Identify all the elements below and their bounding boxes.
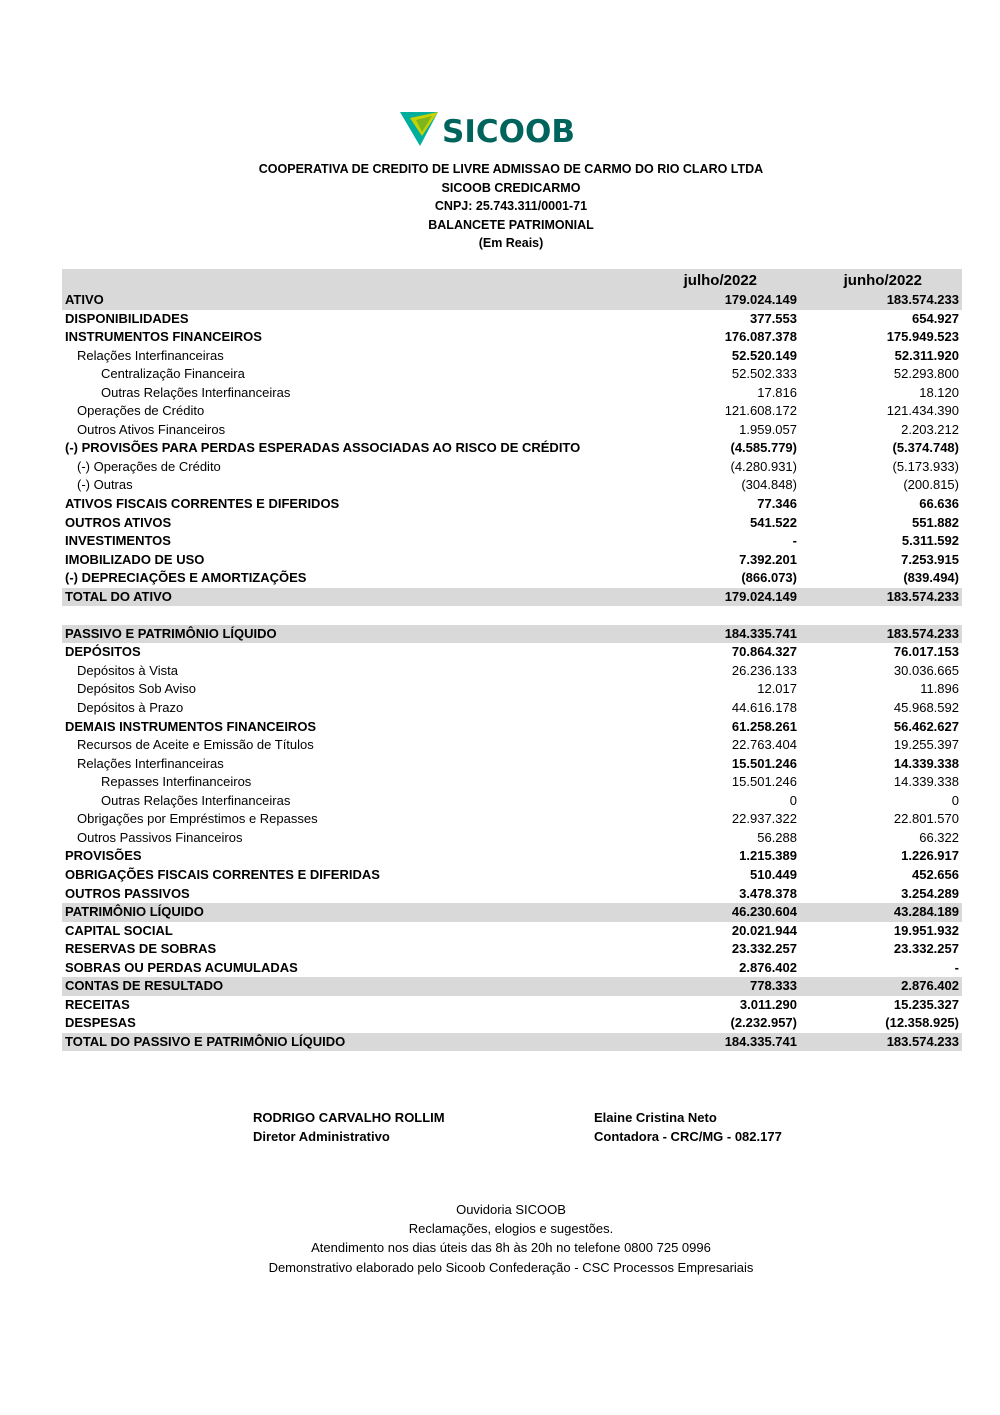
row-value-julho: 22.937.322: [731, 811, 797, 827]
row-value-julho: 15.501.246: [731, 755, 797, 771]
row-label: CONTAS DE RESULTADO: [65, 978, 224, 994]
signature-right: [594, 1108, 782, 1146]
row-value-junho: -: [954, 959, 959, 975]
row-value-julho: 44.616.178: [731, 700, 797, 716]
table-row: [62, 625, 962, 644]
row-value-julho: 121.608.172: [724, 403, 797, 419]
row-value-julho: 176.087.378: [724, 329, 797, 345]
row-label: Outras Relações Interfinanceiras: [101, 792, 291, 808]
row-label: (-) PROVISÕES PARA PERDAS ESPERADAS ASSOCIADAS AO RISCO DE CRÉDITO: [65, 440, 581, 456]
table-row: [62, 514, 962, 533]
table-row: [62, 736, 962, 755]
row-label: RECEITAS: [65, 996, 130, 1012]
row-value-julho: (304.848): [741, 477, 797, 493]
table-row: [62, 829, 962, 848]
row-label: DISPONIBILIDADES: [65, 310, 189, 326]
row-label: DEPÓSITOS: [65, 644, 141, 660]
row-label: Recursos de Aceite e Emissão de Títulos: [77, 737, 314, 753]
table-row: [62, 922, 962, 941]
document-footer: [0, 1200, 1000, 1277]
company-short-name: SICOOB CREDICARMO: [441, 180, 581, 195]
company-name: COOPERATIVA DE CREDITO DE LIVRE ADMISSAO DE CARMO DO RIO CLARO LTDA: [258, 162, 764, 176]
row-value-junho: 66.636: [919, 496, 959, 512]
row-value-junho: 52.293.800: [893, 366, 959, 382]
row-value-julho: 1.215.389: [739, 848, 797, 864]
row-label: OUTROS ATIVOS: [65, 514, 172, 530]
row-value-julho: 541.522: [750, 514, 797, 530]
row-value-junho: 175.949.523: [886, 329, 959, 345]
row-label: INSTRUMENTOS FINANCEIROS: [65, 329, 262, 345]
row-value-junho: 183.574.233: [886, 292, 959, 307]
company-cnpj: CNPJ: 25.743.311/0001-71: [434, 199, 588, 214]
row-value-junho: 19.951.932: [893, 922, 959, 938]
row-value-junho: 11.896: [920, 681, 959, 697]
row-value-junho: 14.339.338: [893, 755, 959, 771]
row-value-julho: -: [792, 533, 797, 549]
sicoob-logo: [398, 108, 588, 152]
row-value-julho: 377.553: [750, 310, 797, 326]
row-label: Repasses Interfinanceiros: [101, 774, 252, 790]
row-value-julho: 179.024.149: [724, 292, 797, 307]
row-value-junho: (5.374.748): [892, 440, 959, 456]
row-label: (-) Outras: [77, 477, 133, 493]
table-row: [62, 866, 962, 885]
row-label: Relações Interfinanceiras: [77, 755, 224, 771]
row-value-julho: 26.236.133: [731, 662, 797, 678]
row-value-julho: 184.335.741: [724, 1033, 797, 1049]
table-row: [62, 1014, 962, 1033]
row-value-junho: 15.235.327: [893, 996, 959, 1012]
footer-hours-phone: Atendimento nos dias úteis das 8h às 20h no telefone 0800 725 0996: [311, 1240, 711, 1256]
table-row: [62, 699, 962, 718]
table-row: [62, 718, 962, 737]
row-value-julho: 12.017: [757, 681, 797, 697]
row-label: (-) Operações de Crédito: [77, 458, 221, 474]
row-label: OUTROS PASSIVOS: [65, 885, 190, 901]
row-value-julho: 510.449: [750, 866, 797, 882]
row-label: Centralização Financeira: [101, 366, 245, 382]
row-value-julho: 23.332.257: [731, 941, 797, 957]
table-row: [62, 847, 962, 866]
table-row: [62, 643, 962, 662]
row-label: RESERVAS DE SOBRAS: [65, 941, 217, 957]
row-value-junho: 2.876.402: [901, 978, 959, 994]
row-value-junho: 654.927: [912, 310, 959, 326]
row-label: IMOBILIZADO DE USO: [65, 551, 205, 567]
row-value-junho: 7.253.915: [901, 551, 959, 567]
row-label: Relações Interfinanceiras: [77, 347, 224, 363]
table-row: [62, 476, 962, 495]
row-label: Depósitos à Vista: [77, 662, 178, 678]
row-value-junho: 121.434.390: [886, 403, 959, 419]
row-value-julho: 15.501.246: [731, 774, 797, 790]
table-row: [62, 495, 962, 514]
row-label: OBRIGAÇÕES FISCAIS CORRENTES E DIFERIDAS: [65, 866, 380, 882]
table-row: [62, 384, 962, 403]
table-row: [62, 532, 962, 551]
row-value-junho: 452.656: [912, 866, 959, 882]
row-value-junho: 19.255.397: [893, 737, 959, 753]
table-row: [62, 402, 962, 421]
signature-left-role: Diretor Administrativo: [253, 1129, 390, 1144]
row-value-junho: 43.284.189: [893, 904, 959, 920]
row-label: TOTAL DO PASSIVO E PATRIMÔNIO LÍQUIDO: [65, 1033, 346, 1049]
table-row: [62, 903, 962, 922]
row-value-julho: 70.864.327: [731, 644, 797, 660]
row-value-julho: 7.392.201: [739, 551, 797, 567]
row-value-junho: 551.882: [912, 514, 959, 530]
row-label: PATRIMÔNIO LÍQUIDO: [65, 904, 204, 920]
row-value-junho: (839.494): [903, 570, 959, 586]
row-value-julho: 56.288: [757, 829, 797, 845]
row-value-junho: 1.226.917: [901, 848, 959, 864]
table-row: [62, 458, 962, 477]
logo-text: SICOOB: [442, 114, 575, 150]
row-value-junho: 0: [951, 792, 959, 808]
table-row: [62, 810, 962, 829]
row-value-julho: 1.959.057: [739, 421, 797, 437]
row-label: Outros Ativos Financeiros: [77, 421, 226, 437]
row-value-julho: 52.502.333: [731, 366, 797, 382]
row-value-junho: 45.968.592: [893, 700, 959, 716]
row-value-junho: 30.036.665: [893, 662, 959, 678]
footer-prepared-by: Demonstrativo elaborado pelo Sicoob Confederação - CSC Processos Empresariais: [268, 1259, 754, 1275]
row-value-julho: 3.478.378: [739, 885, 797, 901]
table-row: [62, 940, 962, 959]
row-label: ATIVOS FISCAIS CORRENTES E DIFERIDOS: [65, 496, 340, 512]
row-value-junho: 183.574.233: [886, 625, 959, 641]
row-value-junho: 66.322: [919, 829, 959, 845]
row-value-julho: 17.816: [757, 384, 797, 400]
table-row: [62, 421, 962, 440]
row-value-junho: 5.311.592: [901, 533, 959, 549]
table-row: [62, 569, 962, 588]
table-row: [62, 328, 962, 347]
row-value-julho: 179.024.149: [724, 588, 797, 604]
sicoob-logo-graphic: [398, 108, 588, 152]
row-label: CAPITAL SOCIAL: [65, 922, 173, 938]
table-row: [62, 347, 962, 366]
row-label: DESPESAS: [65, 1015, 136, 1031]
row-value-julho: 77.346: [757, 496, 797, 512]
column-header-julho: julho/2022: [683, 272, 757, 289]
signature-left: [253, 1108, 445, 1146]
currency-note: (Em Reais): [478, 236, 544, 251]
row-value-junho: (5.173.933): [892, 458, 959, 474]
row-label: PROVISÕES: [65, 848, 142, 864]
row-value-julho: 22.763.404: [731, 737, 797, 753]
table-row: [62, 310, 962, 329]
table-row: [62, 1033, 962, 1052]
table-row: [62, 680, 962, 699]
row-value-junho: 76.017.153: [893, 644, 959, 660]
row-label: Depósitos à Prazo: [77, 700, 184, 716]
row-label: Obrigações por Empréstimos e Repasses: [77, 811, 318, 827]
row-value-junho: 3.254.289: [901, 885, 959, 901]
row-value-junho: 52.311.920: [894, 347, 959, 363]
footer-feedback: Reclamações, elogios e sugestões.: [408, 1221, 614, 1237]
row-value-julho: 20.021.944: [731, 922, 797, 938]
row-label: INVESTIMENTOS: [65, 533, 171, 549]
row-label: Operações de Crédito: [77, 403, 205, 419]
row-label: TOTAL DO ATIVO: [65, 588, 172, 604]
row-value-julho: 778.333: [750, 978, 797, 994]
row-value-julho: 0: [789, 792, 797, 808]
signature-right-name: Elaine Cristina Neto: [594, 1110, 717, 1125]
row-value-julho: 2.876.402: [739, 959, 797, 975]
table-row: [62, 885, 962, 904]
row-value-junho: 2.203.212: [901, 421, 959, 437]
table-row: [62, 291, 962, 310]
row-label: PASSIVO E PATRIMÔNIO LÍQUIDO: [65, 625, 277, 641]
row-value-julho: 184.335.741: [724, 625, 797, 641]
row-value-julho: (866.073): [741, 570, 797, 586]
table-spacer-row: [62, 606, 962, 625]
row-value-julho: 3.011.290: [739, 996, 797, 1012]
row-value-junho: 56.462.627: [893, 718, 959, 734]
row-value-junho: 22.801.570: [893, 811, 959, 827]
balance-sheet-table: [62, 269, 962, 1051]
table-column-header: [62, 269, 962, 291]
table-row: [62, 773, 962, 792]
row-value-junho: (12.358.925): [885, 1015, 959, 1031]
table-row: [62, 996, 962, 1015]
row-value-julho: 52.520.149: [731, 347, 797, 363]
document-title: BALANCETE PATRIMONIAL: [428, 217, 594, 232]
table-row: [62, 439, 962, 458]
row-label: ATIVO: [65, 292, 104, 307]
table-row: [62, 551, 962, 570]
table-row: [62, 959, 962, 978]
row-label: Outras Relações Interfinanceiras: [101, 384, 291, 400]
table-row: [62, 365, 962, 384]
row-label: (-) DEPRECIAÇÕES E AMORTIZAÇÕES: [65, 570, 307, 586]
row-value-junho: 14.339.338: [893, 774, 959, 790]
table-row: [62, 588, 962, 607]
row-label: DEMAIS INSTRUMENTOS FINANCEIROS: [65, 718, 317, 734]
table-row: [62, 662, 962, 681]
row-value-junho: 23.332.257: [893, 941, 959, 957]
row-value-julho: 46.230.604: [731, 904, 797, 920]
signature-left-name: RODRIGO CARVALHO ROLLIM: [253, 1110, 445, 1125]
row-label: SOBRAS OU PERDAS ACUMULADAS: [65, 959, 298, 975]
column-header-junho: junho/2022: [843, 272, 922, 289]
row-value-junho: 183.574.233: [886, 1033, 959, 1049]
row-value-julho: 61.258.261: [731, 718, 797, 734]
row-value-junho: 183.574.233: [886, 588, 959, 604]
row-value-julho: (4.585.779): [730, 440, 797, 456]
row-value-julho: (2.232.957): [730, 1015, 797, 1031]
row-label: Depósitos Sob Aviso: [77, 681, 196, 697]
document-header: [0, 160, 1000, 253]
row-value-junho: (200.815): [903, 477, 959, 493]
row-label: Outros Passivos Financeiros: [77, 829, 243, 845]
signature-right-role: Contadora - CRC/MG - 082.177: [594, 1129, 782, 1144]
row-value-junho: 18.120: [919, 384, 959, 400]
footer-ouvidoria: Ouvidoria SICOOB: [456, 1202, 566, 1217]
table-row: [62, 755, 962, 774]
table-row: [62, 977, 962, 996]
table-row: [62, 792, 962, 811]
row-value-julho: (4.280.931): [730, 458, 797, 474]
